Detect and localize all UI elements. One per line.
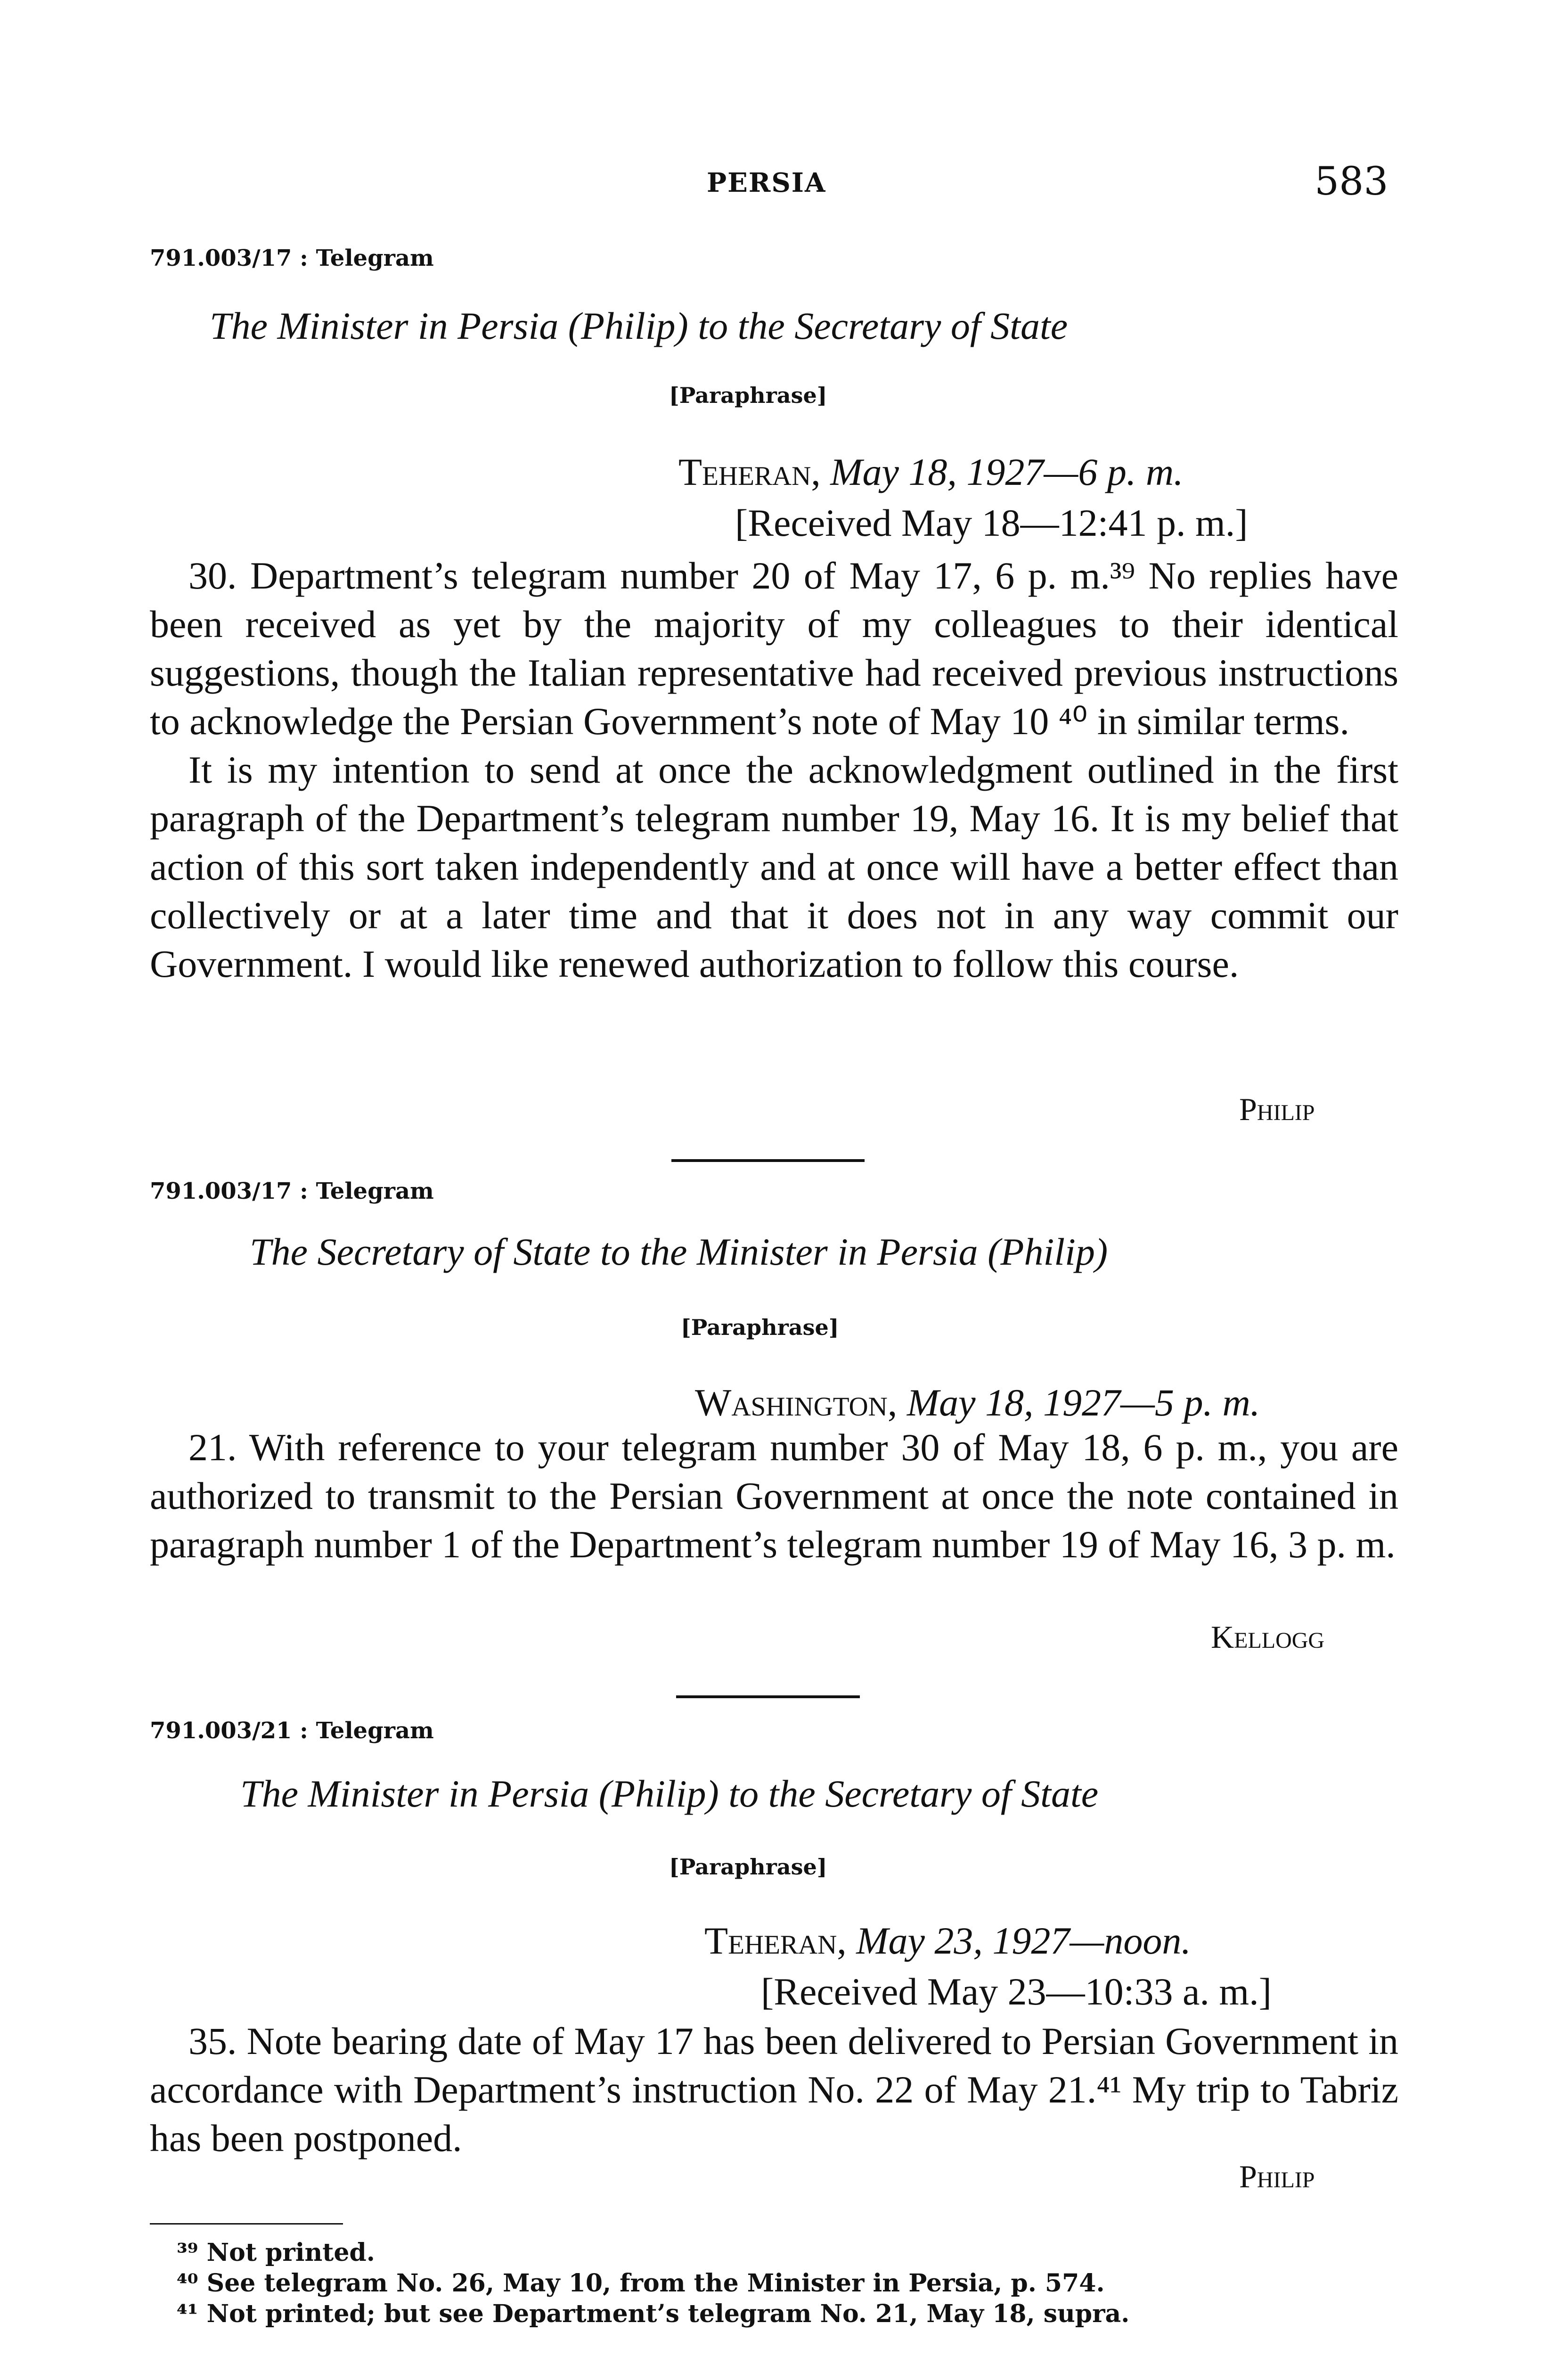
body-paragraph: 21. With reference to your telegram number 30 of May 18, 6 p. m., you are authorized to transmit to the Persian Government at once the note contained in paragraph number 1 of the Department’s telegram number 19 of May 16, 3 p. m. (150, 1426, 1398, 1566)
file-reference: 791.003/17 : Telegram (150, 245, 434, 271)
telegram-body (150, 2017, 1398, 2162)
received-line: [Received May 18—12:41 p. m.] (735, 501, 1248, 544)
dateline-date: May 23, 1927—noon. (856, 1919, 1191, 1962)
dateline (678, 450, 1184, 494)
dateline-place: Washington, (695, 1381, 898, 1424)
dateline-place: Teheran, (704, 1919, 847, 1962)
received-line: [Received May 23—10:33 a. m.] (761, 1970, 1272, 2013)
paraphrase-tag: [Paraphrase] (669, 383, 827, 408)
signature: Philip (1239, 2159, 1315, 2194)
paraphrase-tag: [Paraphrase] (681, 1315, 839, 1340)
dateline (704, 1919, 1191, 1963)
body-paragraph: 35. Note bearing date of May 17 has been delivered to Persian Government in accordance with Department’s instruction No. 22 of May 21.⁴¹ My trip to Tabriz has been postponed. (150, 2020, 1398, 2160)
paraphrase-tag: [Paraphrase] (669, 1854, 827, 1880)
body-paragraph: It is my intention to send at once the acknowledgment outlined in the first paragraph of the Department’s telegram number 19, May 16. It is my belief that action of this sort taken independently and at once will have a better effect than collectively or at a later time and that it does not in any way commit our Government. I would like renewed authorization to follow this course. (150, 748, 1398, 985)
running-title: PERSIA (707, 167, 826, 198)
section-divider (671, 1159, 865, 1162)
section-divider (676, 1695, 860, 1698)
dateline-place: Teheran, (678, 450, 821, 493)
dateline (695, 1381, 1260, 1425)
document-title: The Minister in Persia (Philip) to the Secretary of State (240, 1772, 1099, 1815)
footnote-rule (150, 2223, 343, 2225)
signature: Kellogg (1211, 1619, 1325, 1655)
file-reference: 791.003/17 : Telegram (150, 1178, 434, 1204)
file-reference: 791.003/21 : Telegram (150, 1718, 434, 1744)
footnote: ⁴¹ Not printed; but see Department’s telegram No. 21, May 18, supra. (177, 2299, 1130, 2328)
signature: Philip (1239, 1091, 1315, 1127)
dateline-date: May 18, 1927—6 p. m. (830, 450, 1184, 493)
dateline-date: May 18, 1927—5 p. m. (906, 1381, 1260, 1424)
telegram-body (150, 551, 1398, 988)
footnote: ³⁹ Not printed. (177, 2238, 375, 2267)
footnote: ⁴⁰ See telegram No. 26, May 10, from the Minister in Persia, p. 574. (177, 2269, 1105, 2298)
document-title: The Minister in Persia (Philip) to the Secretary of State (210, 304, 1068, 347)
body-paragraph: 30. Department’s telegram number 20 of May 17, 6 p. m.³⁹ No replies have been received as yet by the majority of my colleagues to their identical suggestions, though the Italian representative had received previous instructions to acknowledge the Persian Government’s note of May 10 ⁴⁰ in similar terms. (150, 554, 1398, 743)
telegram-body (150, 1423, 1398, 1569)
page-number: 583 (1315, 159, 1388, 204)
document-title: The Secretary of State to the Minister in Persia (Philip) (250, 1230, 1108, 1273)
